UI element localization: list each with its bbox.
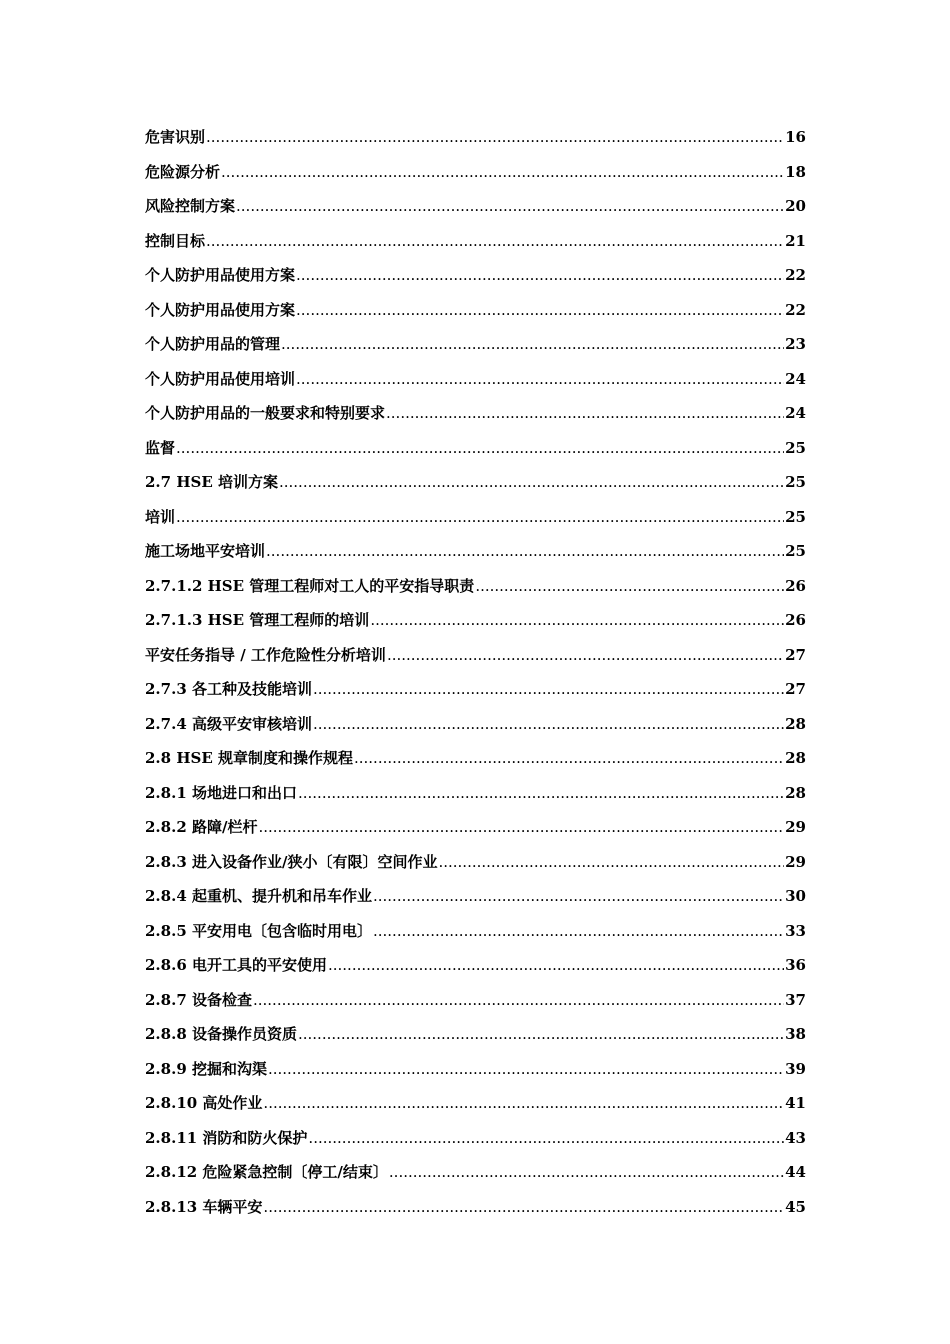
toc-entry[interactable]	[145, 368, 806, 403]
toc-page-number: 29	[785, 818, 806, 836]
toc-entry[interactable]	[145, 402, 806, 437]
toc-entry[interactable]	[145, 1092, 806, 1127]
toc-title: 2.7 HSE 培训方案	[145, 473, 278, 491]
toc-title: 个人防护用品使用培训	[145, 369, 296, 388]
toc-entry[interactable]	[145, 1127, 806, 1162]
toc-page-number: 43	[785, 1128, 806, 1147]
toc-title: 个人防护用品的管理	[145, 335, 281, 353]
toc-page-number: 38	[785, 1025, 806, 1043]
toc-title: 个人防护用品的一般要求和特别要求	[145, 404, 386, 422]
toc-entry[interactable]	[145, 989, 806, 1024]
toc-entry[interactable]	[145, 713, 806, 748]
toc-entry[interactable]	[145, 540, 806, 575]
toc-leader	[354, 749, 784, 767]
toc-entry[interactable]	[145, 954, 806, 989]
toc-title: 2.8 HSE 规章制度和操作规程	[145, 749, 353, 767]
toc-entry[interactable]	[145, 264, 806, 299]
toc-leader	[263, 1094, 784, 1112]
toc-leader	[258, 818, 784, 836]
toc-title: 2.7.4 高级平安审核培训	[145, 714, 312, 733]
toc-title: 风险控制方案	[145, 197, 236, 215]
toc-title: 2.8.13 车辆平安	[145, 1197, 263, 1216]
toc-title: 2.7.1.3 HSE 管理工程师的培训	[145, 611, 370, 629]
toc-page-number: 24	[785, 369, 806, 388]
toc-page-number: 18	[785, 162, 806, 181]
toc-entry[interactable]	[145, 1023, 806, 1058]
toc-leader	[386, 404, 784, 422]
toc-title: 施工场地平安培训	[145, 542, 266, 560]
toc-page-number: 25	[785, 438, 806, 457]
toc-page-number: 28	[785, 783, 806, 802]
toc-leader	[373, 887, 784, 905]
toc-page-number: 27	[785, 680, 806, 698]
toc-entry[interactable]	[145, 1196, 806, 1231]
toc-page-number: 26	[785, 611, 806, 629]
toc-leader	[206, 128, 784, 146]
toc-entry[interactable]	[145, 1161, 806, 1196]
toc-leader	[236, 197, 784, 215]
toc-title: 培训	[145, 507, 176, 526]
toc-leader	[281, 335, 784, 353]
toc-page-number: 26	[785, 576, 806, 595]
toc-leader	[298, 784, 784, 802]
toc-entry[interactable]	[145, 747, 806, 782]
toc-leader	[298, 1025, 784, 1043]
toc-page-number: 22	[785, 266, 806, 284]
toc-entry[interactable]	[145, 161, 806, 196]
toc-entry[interactable]	[145, 678, 806, 713]
toc-leader	[475, 577, 784, 595]
toc-leader	[387, 646, 784, 664]
toc-title: 2.8.2 路障/栏杆	[145, 818, 258, 836]
toc-page-number: 21	[785, 231, 806, 250]
toc-leader	[279, 473, 784, 491]
toc-entry[interactable]	[145, 644, 806, 679]
toc-title: 2.8.3 进入设备作业/狭小〔有限〕空间作业	[145, 852, 438, 871]
toc-page-number: 25	[785, 473, 806, 491]
toc-leader	[296, 301, 784, 319]
toc-leader	[313, 680, 784, 698]
toc-page-number: 24	[785, 404, 806, 422]
toc-entry[interactable]	[145, 1058, 806, 1093]
toc-page-number: 22	[785, 300, 806, 319]
toc-title: 2.8.4 起重机、提升机和吊车作业	[145, 887, 372, 905]
toc-page-number: 27	[785, 645, 806, 664]
toc-page-number: 28	[785, 749, 806, 767]
toc-title: 2.8.5 平安用电〔包含临时用电〕	[145, 921, 372, 940]
toc-page-number: 30	[785, 887, 806, 905]
toc-page-number: 25	[785, 507, 806, 526]
toc-title: 2.8.8 设备操作员资质	[145, 1025, 297, 1043]
toc-leader	[308, 1129, 784, 1147]
toc-title: 个人防护用品使用方案	[145, 300, 296, 319]
toc-entry[interactable]	[145, 609, 806, 644]
toc-entry[interactable]	[145, 851, 806, 886]
toc-leader	[296, 266, 784, 284]
toc-page-number: 41	[785, 1094, 806, 1112]
toc-leader	[296, 370, 784, 388]
toc-title: 2.7.3 各工种及技能培训	[145, 680, 312, 698]
toc-page-number: 16	[785, 128, 806, 146]
toc-title: 2.8.9 挖掘和沟渠	[145, 1059, 267, 1078]
toc-leader	[313, 715, 784, 733]
toc-leader	[389, 1163, 784, 1181]
toc-entry[interactable]	[145, 920, 806, 955]
toc-title: 2.8.12 危险紧急控制〔停工/结束〕	[145, 1163, 388, 1181]
toc-leader	[206, 232, 784, 250]
toc-entry[interactable]	[145, 195, 806, 230]
toc-leader	[268, 1060, 784, 1078]
toc-title: 2.8.6 电开工具的平安使用	[145, 956, 327, 974]
toc-title: 平安任务指导 / 工作危险性分析培训	[145, 645, 386, 664]
toc-entry[interactable]	[145, 126, 806, 161]
toc-entry[interactable]	[145, 575, 806, 610]
toc-page-number: 28	[785, 714, 806, 733]
toc-page-number: 20	[785, 197, 806, 215]
toc-leader	[266, 542, 784, 560]
toc-title: 2.8.7 设备检查	[145, 990, 252, 1009]
toc-page-number: 33	[785, 921, 806, 940]
toc-title: 监督	[145, 438, 176, 457]
toc-entry[interactable]	[145, 506, 806, 541]
toc-page-number: 23	[785, 335, 806, 353]
toc-title: 控制目标	[145, 231, 206, 250]
toc-leader	[253, 991, 784, 1009]
table-of-contents	[145, 126, 806, 1230]
toc-title: 2.7.1.2 HSE 管理工程师对工人的平安指导职责	[145, 576, 475, 595]
toc-title: 2.8.11 消防和防火保护	[145, 1128, 308, 1147]
toc-leader	[176, 508, 784, 526]
toc-entry[interactable]	[145, 333, 806, 368]
toc-page-number: 25	[785, 542, 806, 560]
toc-page-number: 29	[785, 852, 806, 871]
toc-leader	[263, 1198, 784, 1216]
toc-leader	[221, 163, 784, 181]
toc-leader	[373, 922, 784, 940]
toc-page-number: 37	[785, 990, 806, 1009]
toc-leader	[438, 853, 784, 871]
toc-leader	[370, 611, 784, 629]
toc-entry[interactable]	[145, 816, 806, 851]
toc-entry[interactable]	[145, 230, 806, 265]
toc-title: 2.8.1 场地进口和出口	[145, 783, 297, 802]
toc-page-number: 45	[785, 1197, 806, 1216]
toc-page-number: 44	[785, 1163, 806, 1181]
toc-page-number: 36	[785, 956, 806, 974]
toc-title: 危险源分析	[145, 162, 221, 181]
toc-entry[interactable]	[145, 885, 806, 920]
toc-title: 2.8.10 高处作业	[145, 1094, 263, 1112]
toc-entry[interactable]	[145, 299, 806, 334]
toc-leader	[328, 956, 784, 974]
toc-title: 危害识别	[145, 128, 206, 146]
toc-leader	[176, 439, 784, 457]
toc-page-number: 39	[785, 1059, 806, 1078]
toc-entry[interactable]	[145, 782, 806, 817]
toc-entry[interactable]	[145, 471, 806, 506]
toc-title: 个人防护用品使用方案	[145, 266, 296, 284]
toc-entry[interactable]	[145, 437, 806, 472]
